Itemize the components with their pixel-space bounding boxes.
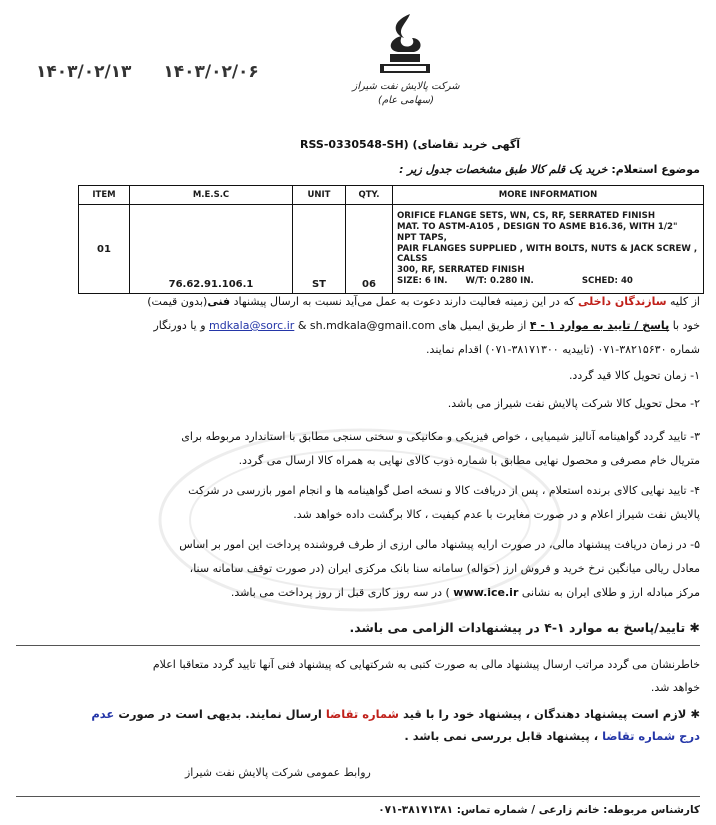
ice-prefix: مرکز مبادله ارز و طلای ایران به نشانی [521,586,700,599]
info-wt: W/T: 0.280 IN. [465,275,534,286]
cell-unit: ST [293,205,346,294]
info-line: ORIFICE FLANGE SETS, WN, CS, RF, SERRATED FINISH [397,211,656,222]
table-header-row [79,186,704,205]
ice-suffix: ) در سه روز کاری قبل از روز پرداخت می باشد. [230,586,450,599]
footer-divider [16,796,700,797]
signature: روابط عمومی شرکت پالایش نفت شیراز [185,766,371,779]
list-item: ۲- محل تحویل کالا شرکت پالایش نفت شیراز می باشد. [447,397,700,410]
order-number-note-2 [16,726,700,746]
p1b: سازندگان داخلی [578,295,667,308]
p1a: از کلیه [670,295,700,308]
mandatory-note-text: تایید/پاسخ به موارد ۱-۴ در پیشنهادات الزامی می باشد. [349,620,686,635]
list-item: ۳- تایید گردد گواهینامه آنالیز شیمیایی ، خواص فیزیکی و مکانیکی و سختی سنجی مطابق با استاندارد مربوطه برای [181,430,700,443]
info-line: PAIR FLANGES SUPPLIED , WITH BOLTS, NUTS & JACK SCREW , CALSS [397,243,698,265]
p2d: و یا دورنگار [153,319,206,332]
info-size-row [397,276,699,287]
info-size: SIZE: 6 IN. [397,275,448,286]
subject-line [399,163,700,176]
list-item-cont: معادل ریالی میانگین نرخ خرید و فروش ارز (حواله) سامانه سنا بانک مرکزی ایران (در صورت توقف سامانه سنا، [189,562,700,575]
date-end: ۱۴۰۳/۰۲/۱۳ [36,62,132,82]
dates-stamp [36,62,285,82]
col-mesc: M.E.S.C [130,186,293,205]
list-item: ۱- زمان تحویل کالا قید گردد. [568,369,700,382]
cell-qty: 06 [346,205,393,294]
col-unit: UNIT [293,186,346,205]
cell-info [393,205,704,294]
n2d: عدم [91,707,115,721]
intro-line-3: شماره ۳۸۲۱۵۶۳۰-۰۷۱ (تاییدیه ۳۸۱۷۱۳۰۰-۰۷۱) اقدام نمایند. [426,343,700,356]
date-start: ۱۴۰۳/۰۲/۰۶ [163,62,259,82]
cell-mesc: 76.62.91.106.1 [130,205,293,294]
list-item-cont: پالایش نفت شیراز اعلام و در صورت مغایرت با عدم کیفیت ، کالا برگشت داده خواهد شد. [293,508,700,521]
list-item: ۵- در زمان دریافت پیشنهاد مالی، در صورت ارایه پیشنهاد مالی ارزی از طرف فروشنده پرداخت این امور بر اساس [179,538,700,551]
n2b: شماره تقاضا [325,707,399,721]
ice-link[interactable]: www.ice.ir [453,586,519,599]
intro-line-2 [20,316,700,336]
spec-table [78,185,704,294]
email-link-2[interactable]: sh.mdkala@gmail.com [309,319,436,332]
p2a: خود با [672,319,700,332]
cell-item: 01 [79,205,130,294]
col-more-info: MORE INFORMATION [393,186,704,205]
company-name-line1: شرکت پالایش نفت شیراز [352,81,460,92]
title-text: (آگهی خرید تقاضای [412,138,521,151]
request-code: RSS-0330548-SH) [300,138,409,151]
email-link-1[interactable]: mdkala@sorc.ir [209,319,295,332]
list-item-cont [40,583,700,603]
reminder-line-2: خواهد شد. [650,681,700,694]
n2c: ارسال نمایند. بدیهی است در صورت [118,707,322,721]
info-line: MAT. TO ASTM-A105 , DESIGN TO ASME B16.36, WITH 1/2" NPT TAPS, [397,222,678,243]
company-name-line2: (سهامی عام) [378,95,434,106]
amp: & [297,319,307,332]
reminder-line-1: خاطرنشان می گردد مراتب ارسال پیشنهاد مالی به صورت کتبی به شرکتهایی که پیشنهاد فنی آنها تایید گردد متعاقبا اعلام [152,658,700,671]
list-item-cont: متریال خام مصرفی و محصول نهایی مطابق با شماره ذوب کالای نهایی به همراه کالا ارسال می گردد. [238,454,700,467]
star-icon: ✱ [689,620,700,635]
order-number-note [16,704,700,724]
p1d: فنی [207,295,231,308]
star-icon: ✱ [690,707,700,721]
page-title [300,138,520,151]
subject-label: موضوع استعلام: [611,163,700,176]
intro-line-1 [20,292,700,312]
n2e: درج شماره تقاضا [602,729,700,743]
mandatory-note [20,620,700,635]
n2f: ، پیشنهاد قابل بررسی نمی باشد . [404,729,599,743]
table-row [79,205,704,294]
list-item: ۴- تایید نهایی کالای برنده استعلام ، پس از دریافت کالا و نسخه اصل گواهینامه ها و انجام امور بازرسی در شرکت [188,484,700,497]
p1c: که در این زمینه فعالیت دارند دعوت به عمل می‌آید نسبت به ارسال پیشنهاد [233,295,575,308]
col-qty: QTY. [346,186,393,205]
p2b: پاسخ / تایید به موارد ۱ - ۴ [529,319,670,332]
subject-text: خرید یک قلم کالا طبق مشخصات جدول زیر : [399,163,608,176]
col-item: ITEM [79,186,130,205]
p2c: از طریق ایمیل های [438,319,527,332]
p1e: (بدون قیمت) [147,295,208,308]
contact-line: کارشناس مربوطه: خانم زارعی / شماره تماس: ۳۸۱۷۱۳۸۱-۰۷۱ [378,804,700,816]
divider [16,645,700,646]
refinery-logo-icon [350,8,460,88]
info-sched: SCHED: 40 [581,275,633,286]
n2a: لازم است پیشنهاد دهندگان ، پیشنهاد خود را با قید [402,707,687,721]
info-line: 300, RF, SERRATED FINISH [397,265,525,276]
company-name [346,80,466,108]
